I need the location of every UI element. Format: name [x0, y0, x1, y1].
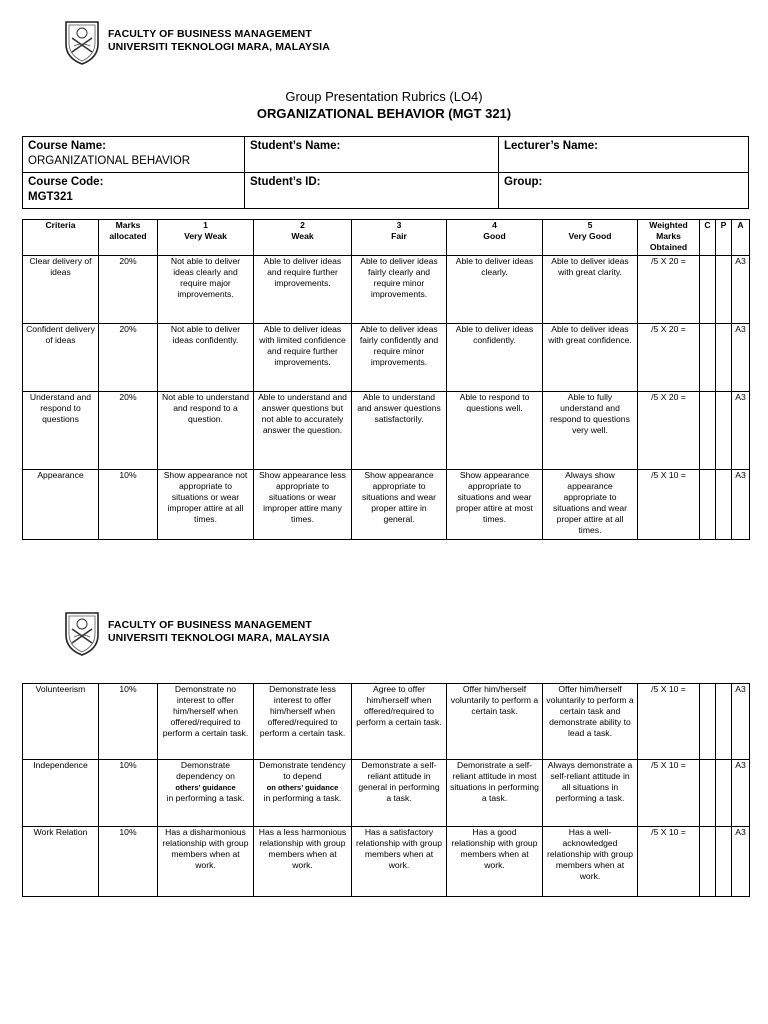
- weak-text-b: on others’ guidance: [266, 783, 339, 792]
- faculty-name: FACULTY OF BUSINESS MANAGEMENT: [108, 28, 312, 40]
- course-code-value: MGT321: [28, 191, 73, 203]
- fair-cell: Able to deliver ideas fairly confidently and require minor improvements.: [352, 324, 447, 392]
- p-cell: [716, 470, 732, 540]
- score-4-label: Good: [483, 231, 506, 241]
- header-very-good: [543, 220, 638, 256]
- good-cell: Able to deliver ideas confidently.: [447, 324, 543, 392]
- very-good-cell: Able to fully understand and respond to questions very well.: [543, 392, 638, 470]
- marks-cell: 10%: [99, 470, 158, 540]
- header-a: A: [732, 220, 750, 256]
- score-1-label: Very Weak: [184, 231, 227, 241]
- weak-text-a: Demonstrate tendency to depend: [259, 760, 346, 781]
- fair-cell: Demonstrate a self-reliant attitude in general in performing a task.: [352, 760, 447, 827]
- course-title: ORGANIZATIONAL BEHAVIOR (MGT 321): [256, 106, 512, 121]
- criteria-cell: Appearance: [23, 470, 99, 540]
- fair-cell: Show appearance appropriate to situations and wear proper attire in general.: [352, 470, 447, 540]
- p-cell: [716, 760, 732, 827]
- criteria-cell: Independence: [23, 760, 99, 827]
- header-weak: [254, 220, 352, 256]
- weak-cell: Able to understand and answer questions but not able to accurately answer the question.: [254, 392, 352, 470]
- c-cell: [700, 470, 716, 540]
- c-cell: [700, 760, 716, 827]
- a-cell: A3: [732, 827, 750, 897]
- weak-cell: Demonstrate less interest to offer him/herself when offered/required to perform a certain task.: [254, 684, 352, 760]
- a-cell: A3: [732, 470, 750, 540]
- very-weak-cell: Not able to understand and respond to a question.: [158, 392, 254, 470]
- marks-cell: 10%: [99, 684, 158, 760]
- table-row: [23, 684, 750, 760]
- very-weak-text-b: others’ guidance: [175, 783, 236, 792]
- a-cell: A3: [732, 256, 750, 324]
- c-cell: [700, 324, 716, 392]
- table-row: [23, 470, 750, 540]
- weak-cell: Able to deliver ideas and require further improvements.: [254, 256, 352, 324]
- lecturer-name-label: Lecturer’s Name:: [504, 140, 598, 152]
- score-5-label: Very Good: [568, 231, 612, 241]
- table-row: [23, 324, 750, 392]
- p-cell: [716, 827, 732, 897]
- a-cell: A3: [732, 760, 750, 827]
- a-cell: A3: [732, 684, 750, 760]
- score-2-label: Weak: [291, 231, 314, 241]
- group-label: Group:: [504, 176, 543, 188]
- p-cell: [716, 392, 732, 470]
- rubric-title: Group Presentation Rubrics (LO4): [285, 89, 483, 104]
- weak-cell: Show appearance less appropriate to situations or wear improper attire many times.: [254, 470, 352, 540]
- very-weak-cell: [158, 760, 254, 827]
- header-good: [447, 220, 543, 256]
- university-crest-logo: [60, 16, 104, 66]
- very-weak-cell: Not able to deliver ideas confidently.: [158, 324, 254, 392]
- course-info-table: [22, 136, 749, 209]
- marks-cell: 20%: [99, 324, 158, 392]
- a-cell: A3: [732, 324, 750, 392]
- header-very-weak: [158, 220, 254, 256]
- c-cell: [700, 256, 716, 324]
- rubric-table-page1: [22, 219, 750, 540]
- very-good-cell: Has a well-acknowledged relationship with group members when at work.: [543, 827, 638, 897]
- university-crest-logo: [60, 607, 104, 657]
- document-title: [0, 88, 768, 122]
- student-name-cell[interactable]: [245, 137, 499, 173]
- fair-cell: Able to understand and answer questions satisfactorily.: [352, 392, 447, 470]
- good-cell: Offer him/herself voluntarily to perform a certain task.: [447, 684, 543, 760]
- course-name-value: ORGANIZATIONAL BEHAVIOR: [28, 155, 191, 167]
- marks-cell: 10%: [99, 760, 158, 827]
- very-weak-cell: Not able to deliver ideas clearly and require major improvements.: [158, 256, 254, 324]
- weak-cell: [254, 760, 352, 827]
- university-name: UNIVERSITI TEKNOLOGI MARA, MALAYSIA: [108, 632, 330, 644]
- score-4: 4: [492, 220, 497, 230]
- group-cell[interactable]: [499, 173, 749, 209]
- header-fair: [352, 220, 447, 256]
- c-cell: [700, 827, 716, 897]
- fair-cell: Agree to offer him/herself when offered/required to perform a certain task.: [352, 684, 447, 760]
- criteria-cell: Volunteerism: [23, 684, 99, 760]
- score-3: 3: [396, 220, 402, 230]
- p-cell: [716, 324, 732, 392]
- course-name-label: Course Name:: [28, 140, 106, 152]
- course-code-cell: [23, 173, 245, 209]
- marks-cell: 20%: [99, 392, 158, 470]
- criteria-cell: Work Relation: [23, 827, 99, 897]
- very-weak-cell: Show appearance not appropriate to situations or wear improper attire at all times.: [158, 470, 254, 540]
- p-cell: [716, 256, 732, 324]
- score-3-label: Fair: [391, 231, 407, 241]
- rubric-table-page2: [22, 683, 750, 897]
- good-cell: Able to respond to questions well.: [447, 392, 543, 470]
- c-cell: [700, 392, 716, 470]
- very-weak-cell: Has a disharmonious relationship with group members when at work.: [158, 827, 254, 897]
- score-5: 5: [587, 220, 593, 230]
- criteria-cell: Confident delivery of ideas: [23, 324, 99, 392]
- c-cell: [700, 684, 716, 760]
- good-cell: Has a good relationship with group members when at work.: [447, 827, 543, 897]
- very-weak-cell: Demonstrate no interest to offer him/herself when offered/required to perform a certain task.: [158, 684, 254, 760]
- faculty-name: FACULTY OF BUSINESS MANAGEMENT: [108, 619, 312, 631]
- good-cell: Able to deliver ideas clearly.: [447, 256, 543, 324]
- weak-text-c: in performing a task.: [263, 793, 342, 803]
- fair-cell: Has a satisfactory relationship with group members when at work.: [352, 827, 447, 897]
- header-weighted-marks: Weighted Marks Obtained: [638, 220, 700, 256]
- p-cell: [716, 684, 732, 760]
- header-marks-allocated: Marks allocated: [99, 220, 158, 256]
- very-weak-text-a: Demonstrate dependency on: [176, 760, 235, 781]
- weighted-cell[interactable]: /5 X 10 =: [638, 760, 700, 827]
- weighted-cell[interactable]: /5 X 10 =: [638, 470, 700, 540]
- rubric-header-row: [23, 220, 750, 256]
- very-good-cell: Able to deliver ideas with great confidence.: [543, 324, 638, 392]
- weighted-cell[interactable]: /5 X 20 =: [638, 324, 700, 392]
- university-name: UNIVERSITI TEKNOLOGI MARA, MALAYSIA: [108, 41, 330, 53]
- table-row: [23, 827, 750, 897]
- weighted-cell[interactable]: /5 X 20 =: [638, 392, 700, 470]
- good-cell: Demonstrate a self-reliant attitude in most situations in performing a task.: [447, 760, 543, 827]
- course-name-cell: [23, 137, 245, 173]
- weak-cell: Has a less harmonious relationship with group members when at work.: [254, 827, 352, 897]
- student-name-label: Student’s Name:: [250, 140, 341, 152]
- header-criteria: Criteria: [23, 220, 99, 256]
- score-1: 1: [203, 220, 208, 230]
- weighted-cell[interactable]: /5 X 10 =: [638, 827, 700, 897]
- fair-cell: Able to deliver ideas fairly clearly and require minor improvements.: [352, 256, 447, 324]
- weak-cell: Able to deliver ideas with limited confidence and require further improvements.: [254, 324, 352, 392]
- table-row: [23, 392, 750, 470]
- weighted-cell[interactable]: /5 X 10 =: [638, 684, 700, 760]
- table-row: [23, 256, 750, 324]
- marks-cell: 20%: [99, 256, 158, 324]
- lecturer-name-cell[interactable]: [499, 137, 749, 173]
- header-p: P: [716, 220, 732, 256]
- criteria-cell: Understand and respond to questions: [23, 392, 99, 470]
- very-good-cell: Always show appearance appropriate to situations and wear proper attire at all times.: [543, 470, 638, 540]
- very-weak-text-c: in performing a task.: [166, 793, 245, 803]
- table-row: [23, 760, 750, 827]
- criteria-cell: Clear delivery of ideas: [23, 256, 99, 324]
- very-good-cell: Always demonstrate a self-reliant attitude in all situations in performing a task.: [543, 760, 638, 827]
- faculty-header-page2: [60, 607, 330, 657]
- very-good-cell: Able to deliver ideas with great clarity.: [543, 256, 638, 324]
- very-good-cell: Offer him/herself voluntarily to perform a certain task and demonstrate ability to lead a task.: [543, 684, 638, 760]
- student-id-label: Student’s ID:: [250, 176, 321, 188]
- score-2: 2: [300, 220, 305, 230]
- marks-cell: 10%: [99, 827, 158, 897]
- a-cell: A3: [732, 392, 750, 470]
- faculty-header: [60, 16, 330, 66]
- weighted-cell[interactable]: /5 X 20 =: [638, 256, 700, 324]
- good-cell: Show appearance appropriate to situations and wear proper attire at most times.: [447, 470, 543, 540]
- student-id-cell[interactable]: [245, 173, 499, 209]
- header-c: C: [700, 220, 716, 256]
- course-code-label: Course Code:: [28, 176, 104, 188]
